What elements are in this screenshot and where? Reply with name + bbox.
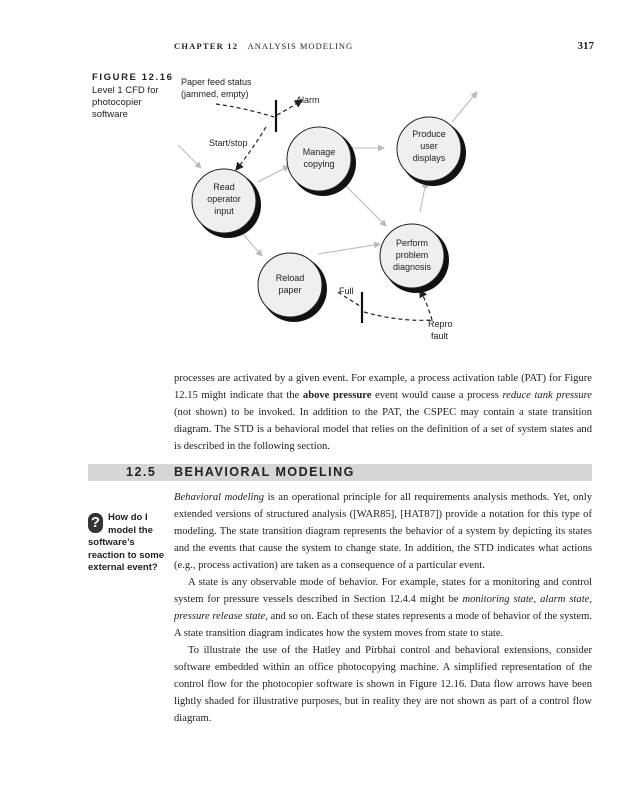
margin-note (88, 512, 174, 575)
node-label: Read (213, 182, 235, 192)
body-text (174, 489, 592, 727)
italic-term: Behavioral modeling (174, 492, 265, 503)
italic-term: reduce tank pressure (502, 390, 592, 401)
data-flow-perform-produce (420, 182, 426, 212)
control-flow-start-stop (236, 127, 266, 170)
intro-paragraph (174, 370, 592, 455)
control-flow-repro-fault (364, 312, 432, 320)
process-perform-problem-diagnosis (380, 224, 449, 293)
text-run: is an operational principle for all requirements analysis methods. Yet, only extended versions of structured analysis ([WAR85], [HAT87]) provide a notation for this type of modeling. The state transition diagram represents the behavior of a system by depicting its states and the events that cause the system to change state. In addition, the STD indicates what actions (e.g., process activation) are taken as a consequence of a particular event. (174, 492, 592, 571)
bold-term: above pressure (302, 390, 372, 401)
label-alarm: Alarm (296, 95, 320, 105)
node-label: operator (207, 194, 241, 204)
paragraph-3: To illustrate the use of the Hatley and Pirbhai control and behavioral extensions, consider software embedded within an office photocopying machine. A simplified representation of the control flow for the photocopier software is shown in Figure 12.16. Data flow arrows have been lightly shaded for illustrative purposes, but in reality they are not shown as part of a control flow diagram. (174, 645, 592, 724)
node-label: user (420, 141, 438, 151)
text-run: and so on. Each of these states represents a mode of behavior of the system. A state transition diagram indicates how the system moves from state to state. (174, 611, 592, 639)
data-flow-reload-perform (318, 244, 380, 254)
node-label: copying (303, 159, 335, 169)
node-label: problem (395, 250, 429, 260)
label-repro: Repro (428, 319, 453, 329)
section-title: BEHAVIORAL MODELING (174, 465, 355, 479)
process-manage-copying (287, 127, 356, 196)
figure-caption: Level 1 CFD for photocopier software (92, 85, 159, 120)
margin-note-text: How do I model the software’s reaction to some external event? (88, 512, 165, 573)
label-full: Full (339, 286, 354, 296)
text-run: event would cause a process (371, 390, 503, 401)
node-label: Perform (395, 238, 429, 248)
node-label: Reload (275, 273, 305, 283)
italic-term: monitoring state, alarm state, pressure release state, (174, 594, 593, 622)
label-paper-feed-status: Paper feed status (181, 77, 252, 87)
data-flow-manage-perform (340, 180, 386, 226)
process-produce-user-displays (397, 117, 466, 186)
chapter-title: ANALYSIS MODELING (247, 41, 354, 51)
text-run: A state is any observable mode of behavior. For example, states for a monitoring and control system for pressure vessels described in Section 12.4.4 might be (174, 577, 592, 605)
node-label: Produce (412, 129, 446, 139)
process-read-operator-input (192, 169, 261, 238)
figure-label: FIGURE 12.16 (92, 72, 174, 83)
label-fault: fault (431, 331, 449, 341)
text-run: processes are activated by a given event. For example, a process activation table (PAT) for Figure 12.15 might indicate that the (174, 373, 592, 401)
node-label: input (214, 206, 234, 216)
question-icon: ? (88, 513, 103, 533)
node-label: paper (278, 285, 302, 295)
chapter-number: CHAPTER 12 (174, 41, 239, 51)
section-number: 12.5 (126, 465, 157, 479)
cfd-diagram (0, 0, 637, 360)
paragraph-1 (174, 489, 592, 574)
data-flow-produce-out (452, 92, 477, 122)
data-flow-in-read (178, 145, 201, 168)
page-number: 317 (577, 40, 594, 52)
node-label: displays (412, 153, 446, 163)
label-paper-feed-values: (jammed, empty) (181, 89, 249, 99)
paragraph-2 (174, 574, 592, 642)
text-run: (not shown) to be invoked. In addition to the PAT, the CSPEC may contain a state transition diagram. The STD is a behavioral model that relies on the definition of a set of system states and is described in the following section. (174, 407, 592, 452)
control-flow-paper-feed (216, 104, 274, 117)
process-reload-paper (258, 253, 327, 322)
data-flow-read-manage (258, 166, 289, 182)
control-flow-repro-to-perform (420, 290, 432, 320)
node-label: Manage (302, 147, 336, 157)
node-label: diagnosis (392, 262, 432, 272)
label-start-stop: Start/stop (209, 138, 248, 148)
